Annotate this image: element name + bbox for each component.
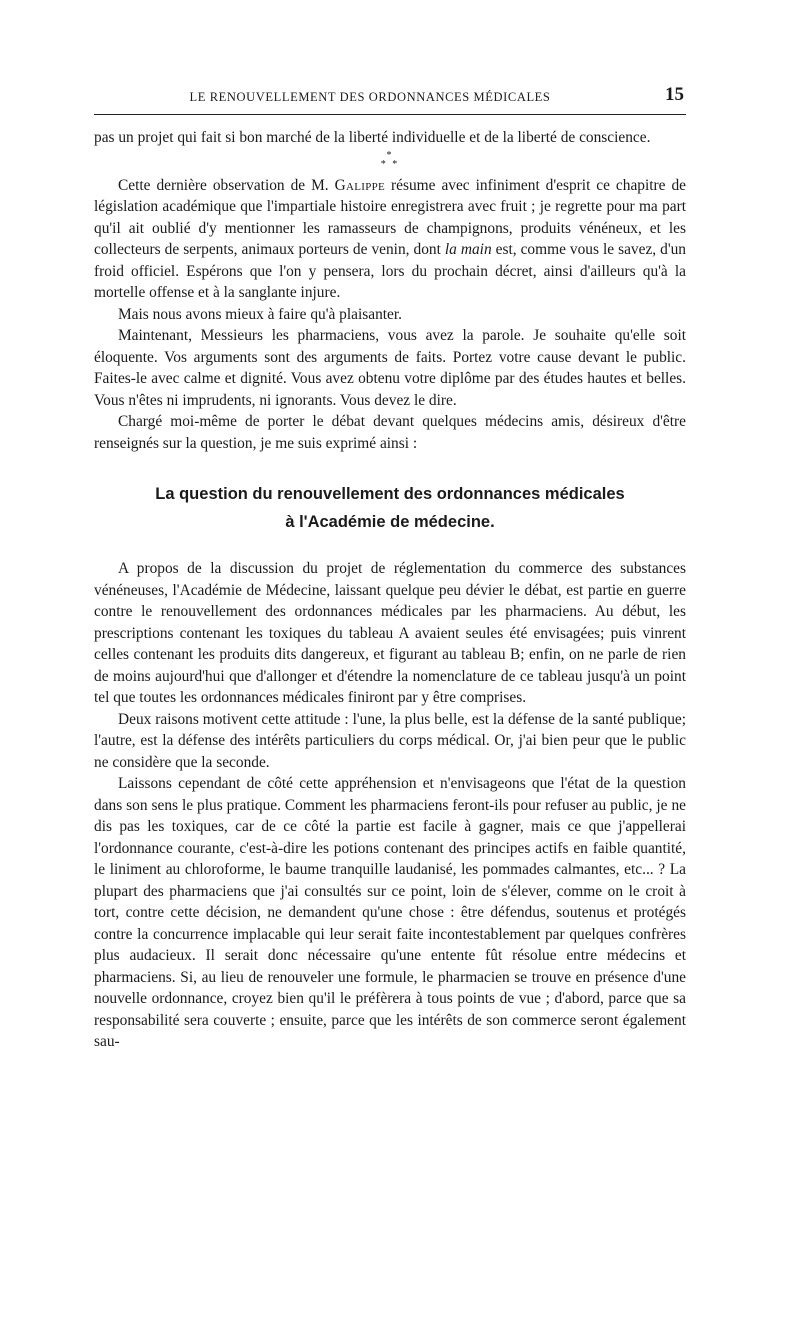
paragraph-continuation: pas un projet qui fait si bon marché de la liberté individuelle et de la liberté de conscience.	[94, 129, 651, 146]
paragraph-galippe-start: Cette dernière observation de M.	[118, 176, 335, 194]
paragraph-propos: A propos de la discussion du projet de réglementation du commerce des substances vénéneuses, l'Académie de Médecine, laissant quelque peu dévier le débat, est partie en guerre contre le renouvellement des ordonnances médicales par les pharmaciens. Au début, les prescriptions contenant les toxiques du tableau A avaient seules été envisagées; puis vinrent celles contenant les produits dits dangereux, et figurant au tableau B; enfin, on ne parle de rien de moins aujourd'hui que d'allonger et d'étendre la nomenclature de ce tableau jusqu'à un point tel que toutes les ordonnances médicales finiront par y être comprises.	[94, 560, 686, 706]
section-heading	[94, 480, 686, 536]
paragraph-debat: Chargé moi-même de porter le débat devant quelques médecins amis, désireux d'être renseignés sur la question, je me suis exprimé ainsi :	[94, 413, 686, 452]
italic-phrase: la main	[444, 241, 492, 258]
author-name: Galippe	[334, 176, 386, 194]
page-number: 15	[665, 84, 684, 105]
paragraph-galippe-middle: résume avec infiniment d'esprit ce chapitre de législation académique que l'impartiale histoire enregistrera avec fruit ; je regrette pour ma part qu'il ait oublié d'y mentionner les ramasseurs de champignons, produits vénéneux, et les collecteurs de serpents, animaux porteurs de venin, dont	[94, 176, 686, 258]
section-heading-line-2: à l'Académie de médecine.	[285, 513, 495, 531]
paragraph-pharmaciens: Maintenant, Messieurs les pharmaciens, vous avez la parole. Je souhaite qu'elle soit éloquente. Vos arguments sont des arguments de faits. Portez votre cause devant le public. Faites-le avec calme et dignité. Vous avez obtenu votre diplôme par des études hautes et belles. Vous n'êtes ni imprudents, ni ignorants. Vous devez le dire.	[94, 327, 686, 409]
asterism-top: *	[386, 149, 394, 161]
paragraph-deux-raisons: Deux raisons motivent cette attitude : l'une, la plus belle, est la défense de la santé publique; l'autre, est la défense des intérêts particuliers du corps médical. Or, j'ai bien peur que le public ne considère que la seconde.	[94, 710, 686, 771]
running-header	[94, 84, 686, 115]
paragraph-laissons: Laissons cependant de côté cette appréhension et n'envisageons que l'état de la question dans son sens le plus pratique. Comment les pharmaciens feront-ils pour refuser au public, je ne dis pas les toxiques, car de ce côté la partie est facile à gagner, mais ce que j'appellerai l'ordonnance courante, c'est-à-dire les potions contenant des principes actifs en faible quantité, le liniment au chloroforme, le baume tranquille laudanisé, les pommades calmantes, etc... ? La plupart des pharmaciens que j'ai consultés sur ce point, loin de s'élever, comme on le croit à tort, contre cette décision, ne demandent qu'une chose : être défendus, soutenus et protégés contre la concurrence implacable qui leur serait faite incontestablement par quelques confrères plus audacieux. Il serait donc nécessaire qu'une entente fût résolue entre médecins et pharmaciens. Si, au lieu de renouveler une formule, le pharmacien se trouve en présence d'une nouvelle ordonnance, croyez bien qu'il le préfèrera à tous points de vue ; d'abord, parce que sa responsabilité sera couverte ; ensuite, parce que les intérêts de son commerce seront également sau-	[94, 775, 686, 1050]
running-title: LE RENOUVELLEMENT DES ORDONNANCES MÉDICALES	[189, 90, 551, 104]
section-heading-line-1: La question du renouvellement des ordonnances médicales	[155, 485, 625, 503]
body-text	[94, 127, 686, 1053]
paragraph-galippe-end: est, comme vous le savez, d'un froid officiel. Espérons que l'on y pensera, lors du prochain décret, ainsi d'ailleurs qu'à la mortelle offense et à la sanglante injure.	[94, 241, 686, 301]
asterism-bottom: * *	[380, 158, 400, 170]
paragraph-plaisanter: Mais nous avons mieux à faire qu'à plaisanter.	[118, 305, 403, 323]
book-page	[94, 84, 686, 1053]
paragraph-galippe	[94, 175, 686, 304]
asterism	[94, 149, 686, 175]
